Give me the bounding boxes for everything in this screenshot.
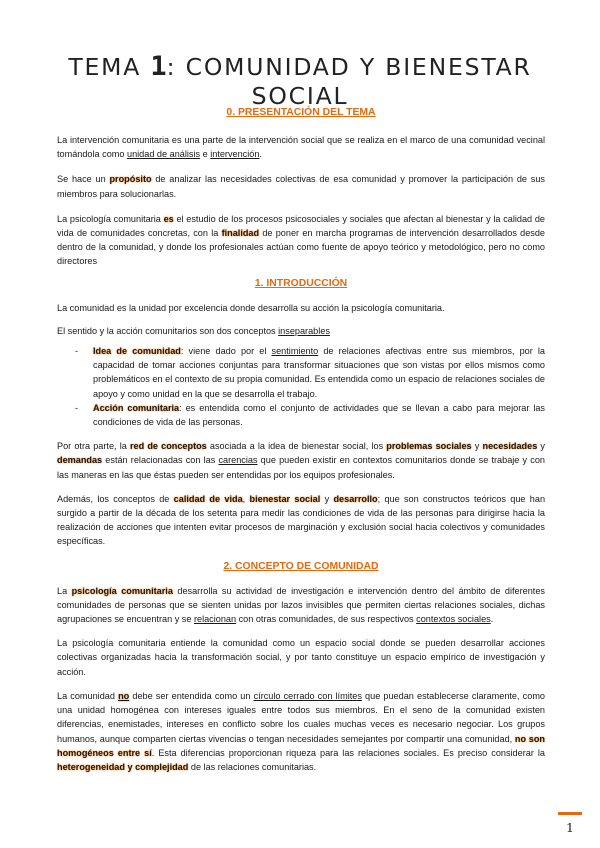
paragraph-7: [57, 492, 545, 549]
text-span: La intervención comunitaria es una parte de la intervención social que se realiza en el marco de una comunidad vecinal tomándola como: [57, 135, 545, 160]
paragraph-9: La psicología comunitaria entiende la comunidad como un espacio social donde se pueden desarrollar acciones colectivas organizadas hacia la transformación social, y por tanto constituye un espacio empírico de investigación y acción.: [57, 638, 545, 677]
text-span: están relacionadas con las: [102, 455, 219, 466]
title-part-2: : COMUNIDAD Y BIENESTAR SOCIAL: [166, 52, 532, 110]
page-number: 1: [566, 820, 574, 835]
text-span: .: [490, 614, 494, 625]
text-span: y: [471, 441, 483, 452]
text-span: contextos sociales: [416, 614, 491, 625]
section-heading-2: [57, 560, 545, 574]
text-span: Idea de comunidad: [93, 346, 181, 357]
text-span: La: [57, 585, 72, 596]
section-heading-1: [57, 277, 545, 291]
text-span: 0. PRESENTACIÓN DEL TEMA: [226, 107, 376, 118]
text-span: carencias: [218, 455, 258, 466]
text-span: de poner en marcha programas de intervención desarrollados desde dentro de la comunidad, y donde los profesionales actúan como fuente de apoyo teórico y metodológico, pero no como directores: [57, 228, 545, 267]
text-span: red de conceptos: [129, 441, 207, 452]
text-span: Acción comunitaria: [93, 402, 180, 413]
paragraph-8: [57, 584, 545, 627]
section-heading-0: [57, 106, 545, 120]
text-span: unidad de análisis: [127, 149, 201, 160]
document-body: [57, 106, 545, 774]
title-number: 1: [150, 50, 167, 82]
text-span: La comunidad: [57, 690, 119, 701]
text-span: intervención: [210, 149, 260, 160]
text-span: 1. INTRODUCCIÓN: [254, 277, 348, 289]
paragraph-3: [57, 212, 545, 269]
paragraph-4: La comunidad es la unidad por excelencia donde desarrolla su acción la psicología comunitaria.: [57, 302, 445, 313]
text-span: y: [537, 441, 545, 452]
text-span: calidad de vida: [173, 493, 243, 504]
text-span: desarrolla su actividad de investigación e intervención dentro del ámbito de diferentes comunidades de personas que se sienten unidas por lazos invisibles que permiten ciertas relaciones sociales, dichas agrupaciones se encuentran y se: [57, 585, 545, 625]
text-span: La psicología comunitaria: [57, 213, 164, 224]
text-span: 2. CONCEPTO DE COMUNIDAD: [223, 560, 379, 572]
text-span: de las relaciones comunitarias.: [188, 761, 317, 772]
title-part-1: TEMA: [68, 52, 151, 81]
text-span: : es entendida como el conjunto de actividades que se llevan a cabo para mejorar las condiciones de vida de las personas.: [93, 402, 545, 428]
text-span: problemas sociales: [386, 441, 472, 452]
text-span: necesidades: [482, 441, 538, 452]
text-span: ; que son constructos teóricos que han surgido a partir de la década de los setenta para medir las condiciones de vida de las personas para dirigirse hacia la realización de acciones que intenten evitar procesos de marginación y exclusión social hacia colectivos y comunidades específicas.: [57, 493, 546, 547]
text-span: es: [163, 213, 174, 224]
text-span: ,: [242, 493, 250, 504]
list-item: [93, 401, 545, 429]
text-span: .: [259, 149, 262, 160]
text-span: relacionan: [193, 614, 237, 625]
paragraph-5: [57, 324, 545, 338]
text-span: el estudio de los procesos psicosociales y sociales que afectan al bienestar y la calidad de vida de comunidades concretas, con la: [57, 213, 545, 239]
text-span: asociada a la idea de bienestar social, los: [206, 441, 387, 452]
text-span: debe ser entendida como un: [129, 690, 254, 701]
page-title: [30, 52, 570, 111]
text-span: que pueden existir en contextos comunitarios donde se trabaje y con las maneras en las que éstas pueden ser entendidas por los equipos profesionales.: [57, 455, 545, 480]
paragraph-1: [57, 133, 545, 161]
text-span: demandas: [57, 455, 103, 466]
paragraph-10: [57, 689, 545, 774]
text-span: Además, los conceptos de: [57, 493, 174, 504]
text-span: e: [200, 149, 211, 160]
text-span: con otras comunidades, de sus respectivos: [236, 614, 417, 625]
text-span: heterogeneidad y complejidad: [57, 761, 189, 772]
text-span: : viene dado por el: [180, 346, 272, 357]
text-span: bienestar social: [249, 493, 321, 504]
text-span: sentimiento: [271, 346, 319, 357]
text-span: no son homogéneos entre sí: [57, 733, 545, 758]
text-span: finalidad: [221, 228, 260, 239]
text-span: de relaciones afectivas entre sus miembros, por la capacidad de tomar acciones conjuntas para transformar situaciones que son vistas por ellos mismos como problemáticos en el contexto de su propia comunidad. Es entendida como un espacio de relaciones sociales de apoyo y como unidad en la que se desarrolla el trabajo.: [93, 346, 545, 399]
text-span: inseparables: [278, 325, 330, 336]
text-span: . Esta diferencias proporcionan riqueza para las relaciones sociales. Es preciso considerar la: [151, 747, 545, 758]
text-span: propósito: [109, 174, 152, 185]
footer-accent-line: [558, 812, 582, 815]
concept-list: [57, 344, 545, 429]
text-span: no: [118, 690, 130, 701]
text-span: círculo cerrado con límites: [253, 690, 362, 701]
text-span: de analizar las necesidades colectivas de esa comunidad y promover la participación de sus miembros para solucionarlas.: [57, 174, 545, 199]
text-span: El sentido y la acción comunitarios son dos conceptos: [57, 325, 279, 336]
text-span: desarrollo: [333, 493, 378, 504]
text-span: Por otra parte, la: [57, 441, 130, 452]
list-item: [93, 344, 545, 401]
text-span: que puedan establecerse claramente, como una unidad homogénea con intereses iguales entre todos sus miembros. En el seno de la comunidad existen diferencias, enemistades, intereses en conflicto sobre los cuales muchas veces es necesario negociar. Los grupos humanos, aunque comparten ciertas vivencias o tengan necesidades semejantes por compartir una comunidad,: [57, 690, 545, 744]
text-span: Se hace un: [57, 174, 110, 185]
paragraph-2: [57, 172, 545, 200]
paragraph-6: [57, 439, 545, 482]
text-span: y: [320, 493, 334, 504]
text-span: psicología comunitaria: [71, 585, 173, 596]
